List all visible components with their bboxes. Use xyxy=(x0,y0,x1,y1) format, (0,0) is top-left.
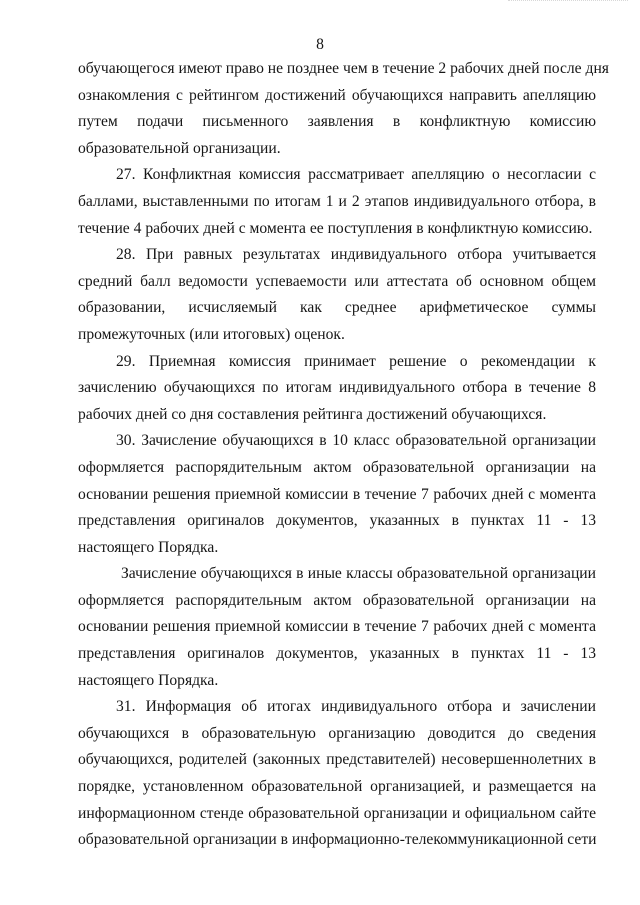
text-line: средний балл ведомости успеваемости или аттестата об основном общем xyxy=(78,272,596,290)
text-line: порядке, установленном образовательной организацией, и размещается на xyxy=(78,778,596,796)
text-line: рабочих дней со дня составления рейтинга достижений обучающихся. xyxy=(78,405,547,423)
document-body xyxy=(78,56,609,854)
text-line: основании решения приемной комиссии в течение 7 рабочих дней с момента xyxy=(78,618,596,636)
paragraph-item-28 xyxy=(78,242,596,348)
text-line: течение 4 рабочих дней с момента ее поступления в конфликтную комиссию. xyxy=(78,219,593,237)
page-number: 8 xyxy=(316,36,324,53)
text-line: образовательной организации в информационно-телекоммуникационной сети xyxy=(78,831,597,849)
text-line: обучающегося имеют право не позднее чем в течение 2 рабочих дней после дня xyxy=(78,60,609,77)
text-line: настоящего Порядка. xyxy=(78,671,219,689)
paragraph-item-30 xyxy=(78,428,596,561)
text-line: обучающихся в образовательную организацию доводится до сведения xyxy=(78,724,596,742)
paragraph-continuation xyxy=(78,56,609,162)
text-line: обучающихся, родителей (законных представителей) несовершеннолетних в xyxy=(78,751,596,769)
text-line: информационном стенде образовательной организации и официальном сайте xyxy=(78,804,596,822)
text-line: 30. Зачисление обучающихся в 10 класс образовательной организации xyxy=(116,432,596,450)
text-line: баллами, выставленными по итогам 1 и 2 этапов индивидуального отбора, в xyxy=(78,192,596,210)
paragraph-item-27 xyxy=(78,162,596,242)
text-line: основании решения приемной комиссии в течение 7 рабочих дней с момента xyxy=(78,485,596,503)
text-line: 28. При равных результатах индивидуального отбора учитывается xyxy=(116,246,596,264)
text-line: ознакомления с рейтингом достижений обучающихся направить апелляцию xyxy=(78,86,596,104)
text-line: промежуточных (или итоговых) оценок. xyxy=(78,325,345,343)
scan-edge-mark xyxy=(508,0,628,2)
text-line: представления оригиналов документов, указанных в пунктах 11 - 13 xyxy=(78,512,596,530)
text-line: зачислению обучающихся по итогам индивидуального отбора в течение 8 xyxy=(78,379,596,397)
text-line: оформляется распорядительным актом образовательной организации на xyxy=(78,591,596,609)
paragraph-item-29 xyxy=(78,349,596,429)
paragraph-item-31 xyxy=(78,694,596,854)
text-line: 31. Информация об итогах индивидуального отбора и зачислении xyxy=(116,698,596,716)
text-line: Зачисление обучающихся в иные классы образовательной организации xyxy=(121,565,596,583)
text-line: 27. Конфликтная комиссия рассматривает апелляцию о несогласии с xyxy=(116,166,596,184)
paragraph-item-30-other-classes xyxy=(78,561,596,694)
text-line: путем подачи письменного заявления в конфликтную комиссию xyxy=(78,113,596,131)
text-line: представления оригиналов документов, указанных в пунктах 11 - 13 xyxy=(78,645,596,663)
text-line: настоящего Порядка. xyxy=(78,538,219,556)
text-line: образовании, исчисляемый как среднее арифметическое суммы xyxy=(78,299,596,317)
text-line: образовательной организации. xyxy=(78,139,281,157)
text-line: 29. Приемная комиссия принимает решение о рекомендации к xyxy=(116,352,596,370)
text-line: оформляется распорядительным актом образовательной организации на xyxy=(78,458,596,476)
